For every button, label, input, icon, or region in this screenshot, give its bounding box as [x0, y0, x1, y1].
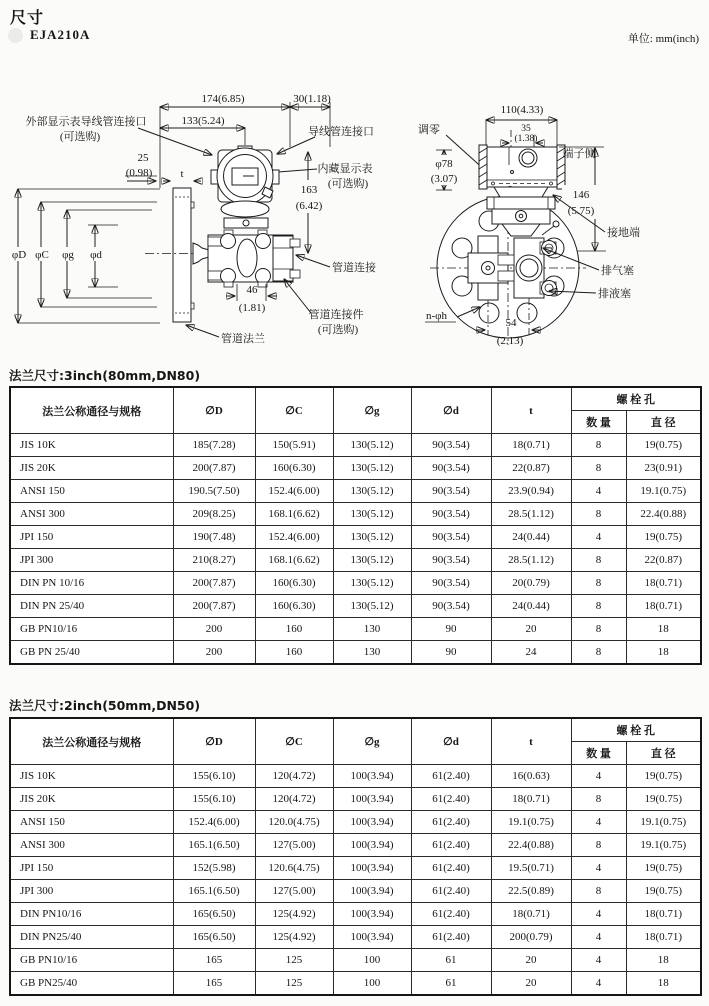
table-row	[10, 811, 701, 834]
label-pipe-adapter-optional: (可选购)	[317, 324, 359, 336]
flange-table-2inch-wrap	[9, 717, 702, 996]
dim-phi-C: φC	[35, 249, 49, 261]
dim-163-inch: (6.42)	[295, 200, 323, 212]
cell: 160	[255, 618, 333, 641]
cell: 200	[173, 618, 255, 641]
transmitter-body	[211, 146, 279, 228]
cell: 23.9(0.94)	[491, 480, 571, 503]
row-label: GB PN 25/40	[10, 641, 173, 665]
cell: 90	[411, 641, 491, 665]
col-header-d: ∅d	[411, 387, 491, 434]
label-zero-adjust: 调零	[418, 124, 440, 136]
cell: 19(0.75)	[626, 765, 701, 788]
cell: 22.5(0.89)	[491, 880, 571, 903]
cell: 19(0.75)	[626, 434, 701, 457]
cell: 23(0.91)	[626, 457, 701, 480]
cell: 130(5.12)	[333, 549, 411, 572]
col-header-qty: 数 量	[571, 411, 626, 434]
cell: 125	[255, 972, 333, 996]
col-header-d: ∅d	[411, 718, 491, 765]
cell: 120.6(4.75)	[255, 857, 333, 880]
cell: 18(0.71)	[626, 572, 701, 595]
cell: 8	[571, 549, 626, 572]
cell: 18	[626, 641, 701, 665]
cell: 19.1(0.75)	[626, 480, 701, 503]
row-label: JPI 300	[10, 549, 173, 572]
table-row	[10, 765, 701, 788]
cell: 4	[571, 480, 626, 503]
table-row	[10, 926, 701, 949]
cell: 24	[491, 641, 571, 665]
cell: 22.4(0.88)	[491, 834, 571, 857]
cell: 22(0.87)	[491, 457, 571, 480]
cell: 130(5.12)	[333, 434, 411, 457]
label-external-conduit-optional: (可选购)	[59, 131, 101, 143]
cell: 165	[173, 949, 255, 972]
cell: 61(2.40)	[411, 857, 491, 880]
label-indicator: 内藏显示表	[317, 163, 373, 175]
cell: 185(7.28)	[173, 434, 255, 457]
label-terminal-side: 端子侧	[562, 148, 596, 160]
cell: 28.5(1.12)	[491, 549, 571, 572]
table-row	[10, 549, 701, 572]
cell: 100(3.94)	[333, 834, 411, 857]
label-vent-plug: 排气塞	[601, 265, 634, 277]
row-label: DIN PN 10/16	[10, 572, 173, 595]
cell: 8	[571, 572, 626, 595]
cell: 152.4(6.00)	[255, 480, 333, 503]
table-row	[10, 788, 701, 811]
row-label: GB PN25/40	[10, 972, 173, 996]
cell: 190(7.48)	[173, 526, 255, 549]
cell: 18(0.71)	[491, 903, 571, 926]
cell: 18	[626, 972, 701, 996]
cell: 22.4(0.88)	[626, 503, 701, 526]
cell: 4	[571, 972, 626, 996]
label-conduit: 导线管连接口	[308, 126, 374, 138]
pipe-flange-plate	[173, 188, 194, 322]
cell: 18(0.71)	[626, 595, 701, 618]
cell: 90	[411, 618, 491, 641]
cell: 8	[571, 595, 626, 618]
cell: 155(6.10)	[173, 788, 255, 811]
cell: 155(6.10)	[173, 765, 255, 788]
cell: 61(2.40)	[411, 834, 491, 857]
dim-phi-d: φd	[90, 249, 102, 261]
cell: 100(3.94)	[333, 857, 411, 880]
row-label: DIN PN25/40	[10, 926, 173, 949]
row-label: DIN PN10/16	[10, 903, 173, 926]
cell: 24(0.44)	[491, 595, 571, 618]
cell: 90(3.54)	[411, 503, 491, 526]
col-header-dia: 直 径	[626, 742, 701, 765]
cell: 4	[571, 903, 626, 926]
cell: 61	[411, 972, 491, 996]
label-pipe-connection: 管道连接	[332, 262, 376, 274]
row-label: GB PN10/16	[10, 949, 173, 972]
cell: 160(6.30)	[255, 572, 333, 595]
cell: 90(3.54)	[411, 572, 491, 595]
cell: 160	[255, 641, 333, 665]
dim-35-inch: (1.38)	[514, 134, 538, 144]
cell: 100	[333, 972, 411, 996]
cell: 165.1(6.50)	[173, 880, 255, 903]
cell: 61(2.40)	[411, 765, 491, 788]
model-bullet-icon	[8, 28, 23, 43]
cell: 8	[571, 434, 626, 457]
cell: 150(5.91)	[255, 434, 333, 457]
dim-46-inch: (1.81)	[238, 302, 266, 314]
flange-diameter-dims	[8, 189, 160, 323]
dim-163: 163	[300, 184, 318, 196]
process-pipe-stub	[193, 243, 209, 264]
row-label: ANSI 300	[10, 834, 173, 857]
cell: 61(2.40)	[411, 880, 491, 903]
cell: 19.1(0.75)	[626, 811, 701, 834]
cell: 100(3.94)	[333, 811, 411, 834]
cell: 4	[571, 857, 626, 880]
cell: 130	[333, 641, 411, 665]
cell: 127(5.00)	[255, 880, 333, 903]
cell: 130(5.12)	[333, 503, 411, 526]
cell: 8	[571, 641, 626, 665]
cell: 4	[571, 811, 626, 834]
cell: 190.5(7.50)	[173, 480, 255, 503]
cell: 200(0.79)	[491, 926, 571, 949]
cell: 18(0.71)	[626, 903, 701, 926]
dim-133: 133(5.24)	[181, 115, 225, 127]
cell: 4	[571, 949, 626, 972]
cell: 61(2.40)	[411, 811, 491, 834]
table-row	[10, 595, 701, 618]
cell: 130(5.12)	[333, 572, 411, 595]
dim-25-inch: (0.98)	[125, 167, 153, 179]
cell: 152.4(6.00)	[173, 811, 255, 834]
cell: 168.1(6.62)	[255, 503, 333, 526]
dim-54-inch: (2.13)	[496, 335, 524, 347]
label-indicator-optional: (可选购)	[327, 178, 369, 190]
col-header-name: 法兰公称通径与规格	[10, 718, 173, 765]
cell: 90(3.54)	[411, 480, 491, 503]
cell: 100(3.94)	[333, 765, 411, 788]
row-label: ANSI 150	[10, 811, 173, 834]
cell: 200	[173, 641, 255, 665]
dimension-drawings	[0, 85, 709, 363]
cell: 100(3.94)	[333, 903, 411, 926]
cell: 100(3.94)	[333, 880, 411, 903]
cell: 19(0.75)	[626, 788, 701, 811]
cell: 160(6.30)	[255, 595, 333, 618]
cell: 16(0.63)	[491, 765, 571, 788]
cell: 61	[411, 949, 491, 972]
col-header-g: ∅g	[333, 718, 411, 765]
dim-54: 54	[505, 317, 517, 329]
cell: 19(0.75)	[626, 526, 701, 549]
cell: 100(3.94)	[333, 926, 411, 949]
cell: 18	[626, 618, 701, 641]
label-bolt-holes: n-φh	[426, 310, 448, 322]
cell: 8	[571, 834, 626, 857]
model-name: EJA210A	[30, 27, 91, 42]
row-label: JPI 150	[10, 526, 173, 549]
row-label: JIS 10K	[10, 765, 173, 788]
table-row	[10, 949, 701, 972]
col-header-name: 法兰公称通径与规格	[10, 387, 173, 434]
cell: 24(0.44)	[491, 526, 571, 549]
row-label: JIS 10K	[10, 434, 173, 457]
cell: 125(4.92)	[255, 903, 333, 926]
cell: 8	[571, 788, 626, 811]
cell: 18(0.71)	[626, 926, 701, 949]
model-row	[8, 27, 90, 43]
col-header-D: ∅D	[173, 718, 255, 765]
unit-label: 单位: mm(inch)	[627, 33, 699, 45]
cell: 160(6.30)	[255, 457, 333, 480]
cell: 90(3.54)	[411, 457, 491, 480]
row-label: ANSI 300	[10, 503, 173, 526]
col-header-t: t	[491, 387, 571, 434]
cell: 168.1(6.62)	[255, 549, 333, 572]
table-row	[10, 572, 701, 595]
label-pipe-flange: 管道法兰	[221, 333, 265, 345]
cell: 90(3.54)	[411, 595, 491, 618]
section-heading-3inch: 法兰尺寸:3inch(80mm,DN80)	[9, 368, 201, 383]
cell: 130(5.12)	[333, 526, 411, 549]
cell: 125(4.92)	[255, 926, 333, 949]
cell: 127(5.00)	[255, 834, 333, 857]
dim-146: 146	[572, 189, 590, 201]
cell: 4	[571, 926, 626, 949]
col-header-C: ∅C	[255, 387, 333, 434]
cell: 18(0.71)	[491, 434, 571, 457]
col-header-dia: 直 径	[626, 411, 701, 434]
cell: 125	[255, 949, 333, 972]
cell: 19(0.75)	[626, 880, 701, 903]
table-row	[10, 618, 701, 641]
cell: 8	[571, 618, 626, 641]
dim-30: 30(1.18)	[293, 93, 331, 105]
dim-174: 174(6.85)	[201, 93, 245, 105]
dim-phi-g: φg	[62, 249, 74, 261]
cell: 165(6.50)	[173, 903, 255, 926]
flange-table-3inch-wrap	[9, 386, 702, 665]
row-label: JIS 20K	[10, 457, 173, 480]
drawing-front-view	[5, 85, 415, 363]
cell: 61(2.40)	[411, 903, 491, 926]
dim-phi78-inch: (3.07)	[430, 173, 458, 185]
cell: 120(4.72)	[255, 788, 333, 811]
cell: 200(7.87)	[173, 595, 255, 618]
table-row	[10, 503, 701, 526]
cell: 210(8.27)	[173, 549, 255, 572]
col-header-t: t	[491, 718, 571, 765]
row-label: JIS 20K	[10, 788, 173, 811]
cell: 152.4(6.00)	[255, 526, 333, 549]
cell: 100(3.94)	[333, 788, 411, 811]
cell: 19(0.75)	[626, 857, 701, 880]
table-row	[10, 480, 701, 503]
cell: 20	[491, 618, 571, 641]
dim-25: 25	[137, 152, 149, 164]
dim-phi-D: φD	[11, 249, 27, 261]
cell: 18	[626, 949, 701, 972]
cell: 152(5.98)	[173, 857, 255, 880]
cell: 120(4.72)	[255, 765, 333, 788]
cell: 165.1(6.50)	[173, 834, 255, 857]
cell: 4	[571, 526, 626, 549]
cell: 61(2.40)	[411, 926, 491, 949]
cell: 8	[571, 503, 626, 526]
row-label: JPI 300	[10, 880, 173, 903]
table-row	[10, 903, 701, 926]
cell: 19.1(0.75)	[626, 834, 701, 857]
cell: 165(6.50)	[173, 926, 255, 949]
dim-t: t	[180, 168, 184, 180]
section-heading-2inch: 法兰尺寸:2inch(50mm,DN50)	[9, 698, 201, 713]
dim-35: 35	[521, 124, 531, 134]
col-header-bolt-holes: 螺 栓 孔	[571, 718, 701, 742]
table-row	[10, 880, 701, 903]
cell: 19.1(0.75)	[491, 811, 571, 834]
cell: 90(3.54)	[411, 526, 491, 549]
cell: 130(5.12)	[333, 480, 411, 503]
cell: 28.5(1.12)	[491, 503, 571, 526]
cell: 20	[491, 949, 571, 972]
row-label: JPI 150	[10, 857, 173, 880]
drawing-side-view	[414, 85, 709, 363]
table-row	[10, 457, 701, 480]
cell: 19.5(0.71)	[491, 857, 571, 880]
col-header-bolt-holes: 螺 栓 孔	[571, 387, 701, 411]
row-label: DIN PN 25/40	[10, 595, 173, 618]
cell: 20	[491, 972, 571, 996]
cell: 8	[571, 457, 626, 480]
page-title: 尺寸	[10, 8, 45, 27]
col-header-C: ∅C	[255, 718, 333, 765]
col-header-qty: 数 量	[571, 742, 626, 765]
cell: 209(8.25)	[173, 503, 255, 526]
cell: 20(0.79)	[491, 572, 571, 595]
cell: 61(2.40)	[411, 788, 491, 811]
table-row	[10, 972, 701, 996]
cell: 200(7.87)	[173, 457, 255, 480]
cell: 8	[571, 880, 626, 903]
label-drain-plug: 排液塞	[598, 288, 631, 300]
label-pipe-adapter: 管道连接件	[308, 309, 364, 321]
cell: 165	[173, 972, 255, 996]
cell: 100	[333, 949, 411, 972]
cell: 90(3.54)	[411, 549, 491, 572]
label-ground-terminal: 接地端	[607, 227, 640, 239]
col-header-D: ∅D	[173, 387, 255, 434]
table-row	[10, 434, 701, 457]
cell: 4	[571, 765, 626, 788]
table-row	[10, 834, 701, 857]
cell: 130(5.12)	[333, 457, 411, 480]
dim-146-inch: (5.75)	[567, 205, 595, 217]
table-row	[10, 857, 701, 880]
cell: 120.0(4.75)	[255, 811, 333, 834]
cell: 130	[333, 618, 411, 641]
process-manifold	[208, 230, 300, 287]
flange-table-2inch	[9, 717, 702, 996]
cell: 18(0.71)	[491, 788, 571, 811]
table-row	[10, 641, 701, 665]
row-label: GB PN10/16	[10, 618, 173, 641]
label-external-conduit: 外部显示表导线管连接口	[25, 116, 147, 128]
cell: 90(3.54)	[411, 434, 491, 457]
col-header-g: ∅g	[333, 387, 411, 434]
table-row	[10, 526, 701, 549]
dim-110: 110(4.33)	[500, 104, 544, 116]
terminal-housing	[479, 145, 565, 194]
row-label: ANSI 150	[10, 480, 173, 503]
dim-46: 46	[246, 284, 258, 296]
flange-table-3inch	[9, 386, 702, 665]
cell: 200(7.87)	[173, 572, 255, 595]
cell: 22(0.87)	[626, 549, 701, 572]
dim-phi78: φ78	[435, 158, 453, 170]
cell: 130(5.12)	[333, 595, 411, 618]
